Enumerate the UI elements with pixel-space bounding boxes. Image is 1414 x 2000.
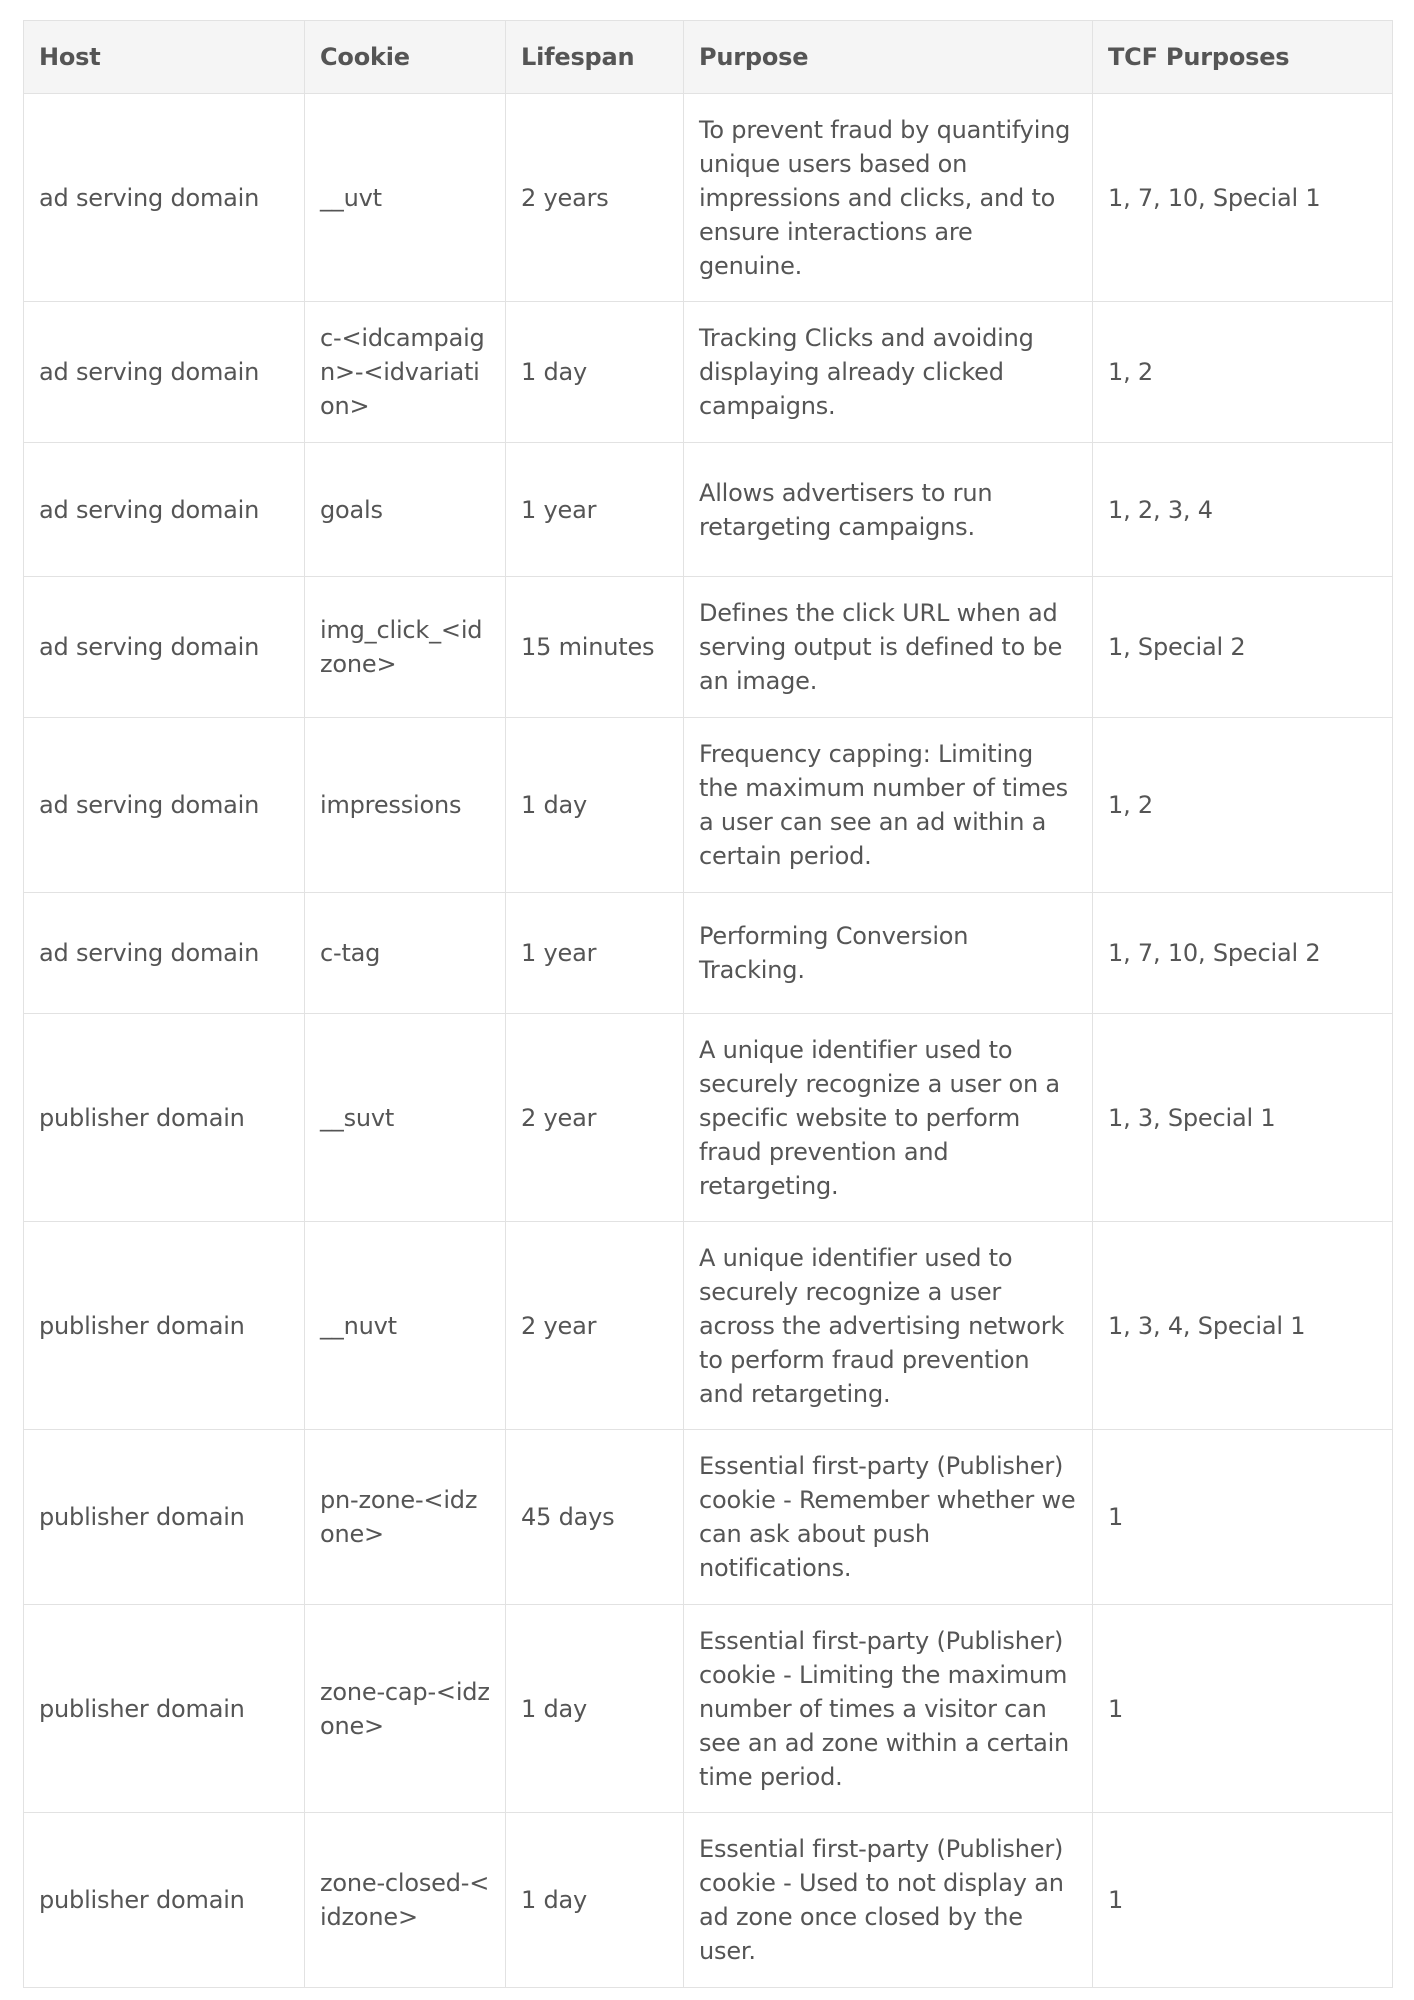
- cell-host: publisher domain: [24, 1813, 305, 1988]
- header-lifespan: Lifespan: [506, 21, 684, 94]
- cell-lifespan: 1 year: [506, 443, 684, 577]
- cell-host: ad serving domain: [24, 718, 305, 893]
- cell-tcf: 1, 2: [1093, 302, 1393, 443]
- cell-cookie: c-tag: [305, 893, 506, 1014]
- cell-host: ad serving domain: [24, 893, 305, 1014]
- cell-tcf: 1: [1093, 1430, 1393, 1605]
- table-row: [24, 893, 1393, 1014]
- cell-tcf: 1, 7, 10, Special 2: [1093, 893, 1393, 1014]
- cell-host: publisher domain: [24, 1014, 305, 1222]
- cell-purpose: A unique identifier used to securely recognize a user across the advertising network to perform fraud prevention and retargeting.: [684, 1222, 1093, 1430]
- table-row: [24, 302, 1393, 443]
- cell-cookie: impressions: [305, 718, 506, 893]
- cell-lifespan: 1 day: [506, 1605, 684, 1813]
- cell-purpose: Defines the click URL when ad serving output is defined to be an image.: [684, 577, 1093, 718]
- cell-lifespan: 2 year: [506, 1014, 684, 1222]
- cell-tcf: 1, 2: [1093, 718, 1393, 893]
- cell-purpose: Frequency capping: Limiting the maximum number of times a user can see an ad within a certain period.: [684, 718, 1093, 893]
- cell-purpose: Performing Conversion Tracking.: [684, 893, 1093, 1014]
- header-tcf-purposes: TCF Purposes: [1093, 21, 1393, 94]
- cell-lifespan: 45 days: [506, 1430, 684, 1605]
- cell-host: publisher domain: [24, 1430, 305, 1605]
- cell-cookie: __nuvt: [305, 1222, 506, 1430]
- cell-purpose: A unique identifier used to securely recognize a user on a specific website to perform fraud prevention and retargeting.: [684, 1014, 1093, 1222]
- header-purpose: Purpose: [684, 21, 1093, 94]
- cell-host: publisher domain: [24, 1222, 305, 1430]
- header-host: Host: [24, 21, 305, 94]
- cell-host: ad serving domain: [24, 302, 305, 443]
- cell-purpose: Tracking Clicks and avoiding displaying already clicked campaigns.: [684, 302, 1093, 443]
- cell-tcf: 1: [1093, 1605, 1393, 1813]
- cell-tcf: 1: [1093, 1813, 1393, 1988]
- cell-cookie: img_click_<idzone>: [305, 577, 506, 718]
- cell-purpose: Allows advertisers to run retargeting campaigns.: [684, 443, 1093, 577]
- cell-purpose: Essential first-party (Publisher) cookie - Used to not display an ad zone once closed by the user.: [684, 1813, 1093, 1988]
- cell-cookie: zone-cap-<idzone>: [305, 1605, 506, 1813]
- cell-tcf: 1, 3, Special 1: [1093, 1014, 1393, 1222]
- cell-lifespan: 1 day: [506, 718, 684, 893]
- cell-tcf: 1, Special 2: [1093, 577, 1393, 718]
- cell-lifespan: 1 year: [506, 893, 684, 1014]
- cell-cookie: __suvt: [305, 1014, 506, 1222]
- table-row: [24, 1222, 1393, 1430]
- cell-cookie: zone-closed-<idzone>: [305, 1813, 506, 1988]
- cell-host: ad serving domain: [24, 443, 305, 577]
- cell-lifespan: 15 minutes: [506, 577, 684, 718]
- cell-host: ad serving domain: [24, 577, 305, 718]
- table-row: [24, 577, 1393, 718]
- cell-lifespan: 1 day: [506, 302, 684, 443]
- table-row: [24, 94, 1393, 302]
- table-row: [24, 1605, 1393, 1813]
- cell-lifespan: 2 year: [506, 1222, 684, 1430]
- table-row: [24, 443, 1393, 577]
- cell-purpose: Essential first-party (Publisher) cookie - Remember whether we can ask about push notifications.: [684, 1430, 1093, 1605]
- table-row: [24, 1813, 1393, 1988]
- table-row: [24, 718, 1393, 893]
- cell-cookie: __uvt: [305, 94, 506, 302]
- cell-cookie: c-<idcampaign>-<idvariation>: [305, 302, 506, 443]
- cell-tcf: 1, 7, 10, Special 1: [1093, 94, 1393, 302]
- cell-purpose: Essential first-party (Publisher) cookie - Limiting the maximum number of times a visitor can see an ad zone within a certain time period.: [684, 1605, 1093, 1813]
- cell-lifespan: 2 years: [506, 94, 684, 302]
- cell-tcf: 1, 2, 3, 4: [1093, 443, 1393, 577]
- cell-host: ad serving domain: [24, 94, 305, 302]
- table-row: [24, 1014, 1393, 1222]
- cell-cookie: goals: [305, 443, 506, 577]
- cell-purpose: To prevent fraud by quantifying unique users based on impressions and clicks, and to ensure interactions are genuine.: [684, 94, 1093, 302]
- cookie-table: [23, 20, 1393, 1988]
- cell-tcf: 1, 3, 4, Special 1: [1093, 1222, 1393, 1430]
- cell-cookie: pn-zone-<idzone>: [305, 1430, 506, 1605]
- cell-lifespan: 1 day: [506, 1813, 684, 1988]
- table-header-row: [24, 21, 1393, 94]
- header-cookie: Cookie: [305, 21, 506, 94]
- cell-host: publisher domain: [24, 1605, 305, 1813]
- table-row: [24, 1430, 1393, 1605]
